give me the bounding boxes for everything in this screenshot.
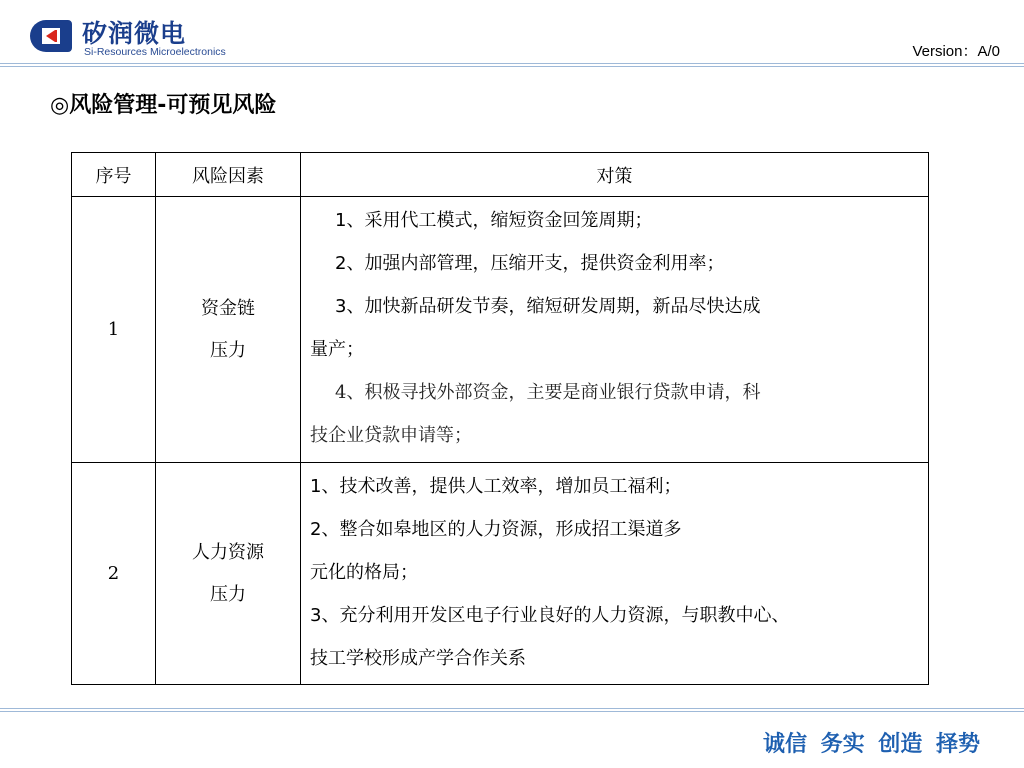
- row-number: 1: [72, 197, 156, 463]
- risk-factor-line: 资金链: [201, 297, 255, 319]
- risk-table: [71, 152, 929, 685]
- logo-english-name: Si-Resources Microelectronics: [84, 46, 226, 58]
- logo-icon: [28, 18, 74, 54]
- measure-line: 3、充分利用开发区电子行业良好的人力资源，与职教中心、: [310, 605, 790, 626]
- risk-factor: [156, 463, 301, 685]
- header-divider-secondary: [0, 66, 1024, 67]
- measures-cell: [301, 463, 929, 685]
- row-number: 2: [72, 463, 156, 685]
- measure-line: 1、技术改善，提供人工效率，增加员工福利；: [310, 476, 682, 497]
- page-title: ◎风险管理-可预见风险: [50, 93, 277, 118]
- measure-line: 4、积极寻找外部资金，主要是商业银行贷款申请，科: [335, 382, 761, 403]
- header-no: 序号: [72, 153, 156, 197]
- version-label: Version：A/0: [912, 43, 1000, 60]
- risk-factor: [156, 197, 301, 463]
- header-measures: 对策: [301, 153, 929, 197]
- measure-line: 2、整合如皋地区的人力资源，形成招工渠道多: [310, 519, 682, 540]
- header-divider: [0, 63, 1024, 64]
- table-header-row: [72, 153, 929, 197]
- measure-line: 元化的格局；: [310, 562, 418, 583]
- measure-line: 3、加快新品研发节奏，缩短研发周期，新品尽快达成: [335, 296, 761, 317]
- risk-factor-line: 压力: [210, 583, 246, 605]
- measure-line: 2、加强内部管理，压缩开支，提供资金利用率；: [335, 253, 725, 274]
- measure-line: 1、采用代工模式，缩短资金回笼周期；: [335, 210, 653, 231]
- measure-line: 技工学校形成产学合作关系: [310, 648, 526, 669]
- company-logo: [28, 14, 328, 60]
- table-row: [72, 197, 929, 463]
- logo-chinese-name: 矽润微电: [82, 19, 187, 48]
- header-factor: 风险因素: [156, 153, 301, 197]
- footer-divider-secondary: [0, 711, 1024, 712]
- risk-factor-line: 压力: [210, 339, 246, 361]
- measure-line: 技企业贷款申请等；: [310, 425, 472, 446]
- table-row: [72, 463, 929, 685]
- footer-divider: [0, 708, 1024, 709]
- risk-factor-line: 人力资源: [192, 541, 264, 563]
- measures-cell: [301, 197, 929, 463]
- footer-slogan: 诚信 务实 创造 择势: [763, 732, 980, 757]
- measure-line: 量产；: [310, 339, 364, 360]
